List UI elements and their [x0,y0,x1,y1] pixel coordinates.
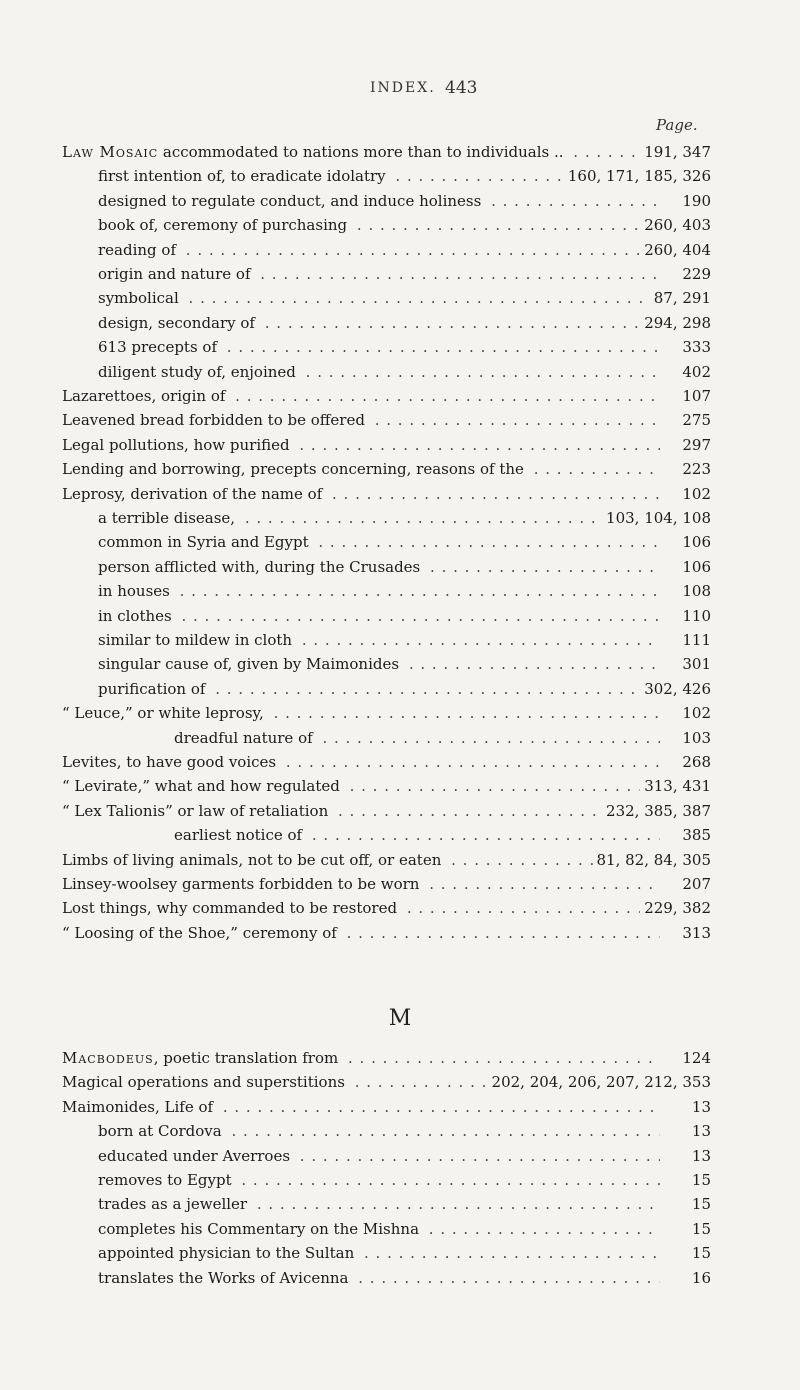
entry-label [0,1266,660,1290]
index-entry [0,726,800,750]
entry-text: “ Loosing of the Shoe,” ceremony of [62,924,341,942]
entry-pages: 16 [688,1266,711,1290]
entry-pages: 268 [678,750,711,774]
entry-label [0,799,660,823]
entry-pages: 302, 426 [640,677,711,701]
entry-pages: 13 [688,1095,711,1119]
entry-pages: 13 [688,1119,711,1143]
entry-label [0,360,660,384]
entry-text: trades as a jeweller [98,1195,251,1213]
index-entry [0,408,800,432]
entry-label [0,311,660,335]
entry-text: translates the Works of Avicenna [98,1269,353,1287]
entry-pages: 107 [678,384,711,408]
entry-label [0,384,660,408]
index-entry [0,579,800,603]
entry-text: educated under Averroes [98,1147,294,1165]
index-entry [0,848,800,872]
index-entry [0,457,800,481]
entry-pages: 207 [678,872,711,896]
entry-label [0,750,660,774]
entry-label [0,140,660,164]
entry-text: similar to mildew in cloth [98,631,296,649]
entry-pages: 190 [678,189,711,213]
entry-pages: 229, 382 [640,896,711,920]
entry-label [0,579,660,603]
index-entry [0,677,800,701]
entry-pages: 81, 82, 84, 305 [593,848,712,872]
entry-pages: 160, 171, 185, 326 [564,164,711,188]
entry-text: person afflicted with, during the Crusades [98,558,424,576]
entry-text: designed to regulate conduct, and induce holiness [98,192,485,210]
entry-label [0,604,660,628]
entry-label [0,286,660,310]
entry-pages: 294, 298 [640,311,711,335]
entry-text: earliest notice of [174,826,306,844]
index-entry [0,896,800,920]
entry-pages: 232, 385, 387 [602,799,711,823]
entry-label [0,506,660,530]
entry-text: purification of [98,680,209,698]
index-entry [0,189,800,213]
entry-label [0,872,660,896]
entry-pages: 110 [678,604,711,628]
entry-label [0,482,660,506]
entry-text: Leavened bread forbidden to be offered [62,411,369,429]
entry-text: 613 precepts of [98,338,221,356]
entry-pages: 103, 104, 108 [602,506,711,530]
index-entry [0,1192,800,1216]
entry-text: Maimonides, Life of [62,1098,217,1116]
index-entry [0,1070,800,1094]
entry-label [0,1241,660,1265]
index-entry [0,335,800,359]
index-entry [0,774,800,798]
index-entry [0,1266,800,1290]
entry-pages: 260, 403 [640,213,711,237]
entry-pages: 103 [678,726,711,750]
index-entry [0,604,800,628]
running-head: INDEX. [370,80,436,96]
entry-label [0,262,660,286]
entry-text: Macbodeus, poetic translation from [62,1049,342,1067]
entry-label [0,335,660,359]
entry-pages: 260, 404 [640,238,711,262]
entry-pages: 15 [688,1217,711,1241]
index-entry [0,238,800,262]
entry-heading: Law Mosaic [62,143,159,161]
entry-label [0,213,660,237]
entry-label [0,774,660,798]
entry-pages: 124 [678,1046,711,1070]
index-entry [0,872,800,896]
entry-text: Linsey-woolsey garments forbidden to be worn [62,875,423,893]
entry-text: in houses [98,582,174,600]
entry-pages: 313, 431 [640,774,711,798]
entry-text: Lazarettoes, origin of [62,387,229,405]
entry-pages: 202, 204, 206, 207, 212, 353 [488,1070,711,1094]
entry-label [0,1046,660,1070]
entry-text: Lending and borrowing, precepts concerning, reasons of the [62,460,528,478]
entry-pages: 111 [678,628,711,652]
entry-label [0,1095,660,1119]
entry-text: Levites, to have good voices [62,753,280,771]
index-entry [0,628,800,652]
entry-text: common in Syria and Egypt [98,533,313,551]
entry-pages: 15 [688,1168,711,1192]
entry-pages: 275 [678,408,711,432]
index-entry [0,1217,800,1241]
entry-text: a terrible disease, [98,509,239,527]
entry-label [0,238,660,262]
entry-pages: 191, 347 [640,140,711,164]
entry-label [0,1192,660,1216]
index-entry [0,286,800,310]
entry-label [0,701,660,725]
index-entry [0,1241,800,1265]
page-header [0,80,800,104]
entry-pages: 223 [678,457,711,481]
entry-text: Legal pollutions, how purified [62,436,294,454]
entry-pages: 87, 291 [650,286,711,310]
index-entry [0,140,800,164]
entry-label [0,1168,660,1192]
entry-pages: 106 [678,555,711,579]
index-entry [0,1144,800,1168]
entry-label [0,1217,660,1241]
index-entry [0,384,800,408]
entry-pages: 106 [678,530,711,554]
entry-label [0,1144,660,1168]
entry-text: reading of [98,241,180,259]
entry-label [0,530,660,554]
index-entry [0,360,800,384]
entry-label [0,848,660,872]
entry-pages: 15 [688,1192,711,1216]
entry-label [0,433,660,457]
entry-text: Limbs of living animals, not to be cut off, or eaten [62,851,445,869]
entry-pages: 102 [678,701,711,725]
index-entry [0,701,800,725]
entry-heading: Macbodeus [62,1049,154,1067]
entry-text: Leprosy, derivation of the name of [62,485,326,503]
entry-label [0,555,660,579]
entry-pages: 108 [678,579,711,603]
entry-text: origin and nature of [98,265,255,283]
entry-label [0,896,660,920]
entry-text: in clothes [98,607,176,625]
entry-pages: 15 [688,1241,711,1265]
index-entry [0,213,800,237]
entry-text: appointed physician to the Sultan [98,1244,358,1262]
index-entry [0,921,800,945]
page-number: 443 [445,78,478,98]
entry-text: book of, ceremony of purchasing [98,216,351,234]
section-letter: M [388,1006,412,1031]
entry-text: removes to Egypt [98,1171,236,1189]
entry-label [0,652,660,676]
entry-text: completes his Commentary on the Mishna [98,1220,423,1238]
index-entry [0,433,800,457]
entry-pages: 313 [678,921,711,945]
entry-text: design, secondary of [98,314,259,332]
entry-label [0,408,660,432]
index-entry [0,506,800,530]
index-entry [0,555,800,579]
entry-label [0,189,660,213]
entry-pages: 13 [688,1144,711,1168]
entry-pages: 102 [678,482,711,506]
entry-pages: 333 [678,335,711,359]
entry-label [0,457,660,481]
entry-text: Law Mosaic accommodated to nations more than to individuals .. [62,143,568,161]
entry-label [0,921,660,945]
entry-text: symbolical [98,289,183,307]
entry-text: singular cause of, given by Maimonides [98,655,403,673]
entry-text: Magical operations and superstitions [62,1073,349,1091]
entry-text: “ Lex Talionis” or law of retaliation [62,802,332,820]
entry-pages: 301 [678,652,711,676]
index-entry [0,799,800,823]
entry-text: “ Levirate,” what and how regulated [62,777,344,795]
entry-text: first intention of, to eradicate idolatry [98,167,390,185]
page-column-heading: Page. [656,116,698,134]
index-entry [0,1095,800,1119]
entry-label [0,1119,660,1143]
entry-label [0,823,660,847]
index-entry [0,262,800,286]
entry-text: Lost things, why commanded to be restored [62,899,401,917]
entry-text: dreadful nature of [174,729,317,747]
entry-label [0,726,660,750]
index-entry [0,652,800,676]
index-entry [0,482,800,506]
entry-text: diligent study of, enjoined [98,363,300,381]
entry-pages: 385 [678,823,711,847]
index-entry [0,823,800,847]
entry-pages: 297 [678,433,711,457]
index-entry [0,750,800,774]
entry-text: “ Leuce,” or white leprosy, [62,704,268,722]
index-entry [0,1119,800,1143]
entry-label [0,628,660,652]
entry-pages: 402 [678,360,711,384]
index-entry [0,164,800,188]
index-entry [0,530,800,554]
entry-text: born at Cordova [98,1122,226,1140]
entry-label [0,677,660,701]
index-entry [0,1168,800,1192]
index-entry [0,1046,800,1070]
entry-pages: 229 [678,262,711,286]
index-entry [0,311,800,335]
entry-label [0,164,660,188]
